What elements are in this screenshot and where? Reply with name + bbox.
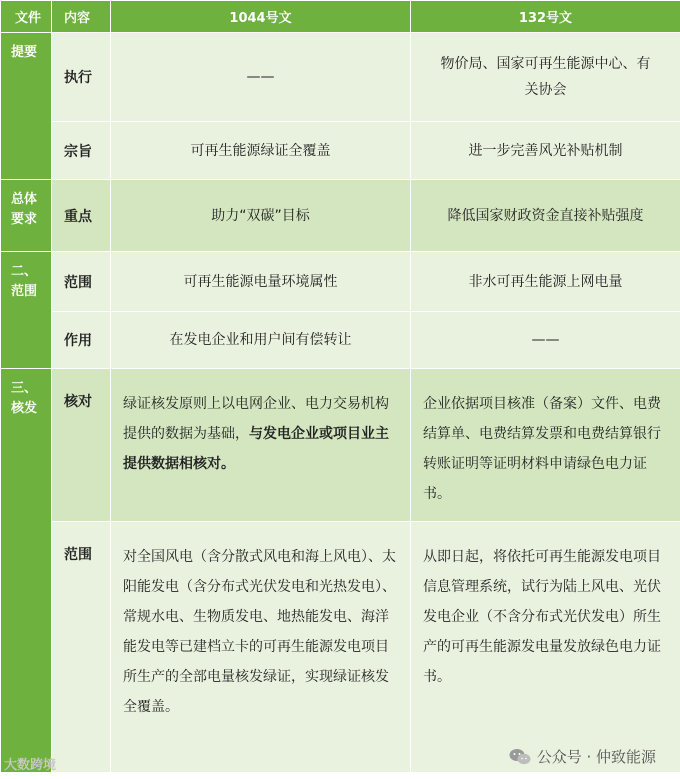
cell-1044-plain: 绿证核发原则上以电网企业、电力交易机构提供的数据为基础， xyxy=(123,396,389,442)
table-header-row xyxy=(1,1,680,33)
cell-132: 进一步完善风光补贴机制 xyxy=(411,122,680,180)
cell-1044: 助力“双碳”目标 xyxy=(111,180,411,252)
table-row xyxy=(1,369,680,522)
cell-1044: —— xyxy=(111,33,411,122)
source-logo: 大数跨境 xyxy=(4,758,57,773)
cell-132: 企业依据项目核准（备案）文件、电费结算单、电费结算发票和电费结算银行转账证明等证明材料申请绿色电力证书。 xyxy=(411,369,680,522)
category-cell: 总体要求 xyxy=(1,180,52,252)
header-content: 内容 xyxy=(52,1,111,33)
cell-1044: 在发电企业和用户间有偿转让 xyxy=(111,312,411,369)
row-label: 宗旨 xyxy=(52,122,111,180)
cell-132: 物价局、国家可再生能源中心、有关协会 xyxy=(411,33,680,122)
wechat-account-label: 公众号 · 仲致能源 xyxy=(536,748,656,766)
category-cell: 二、范围 xyxy=(1,252,52,369)
table-row xyxy=(1,180,680,252)
cell-132: 从即日起，将依托可再生能源发电项目信息管理系统，试行为陆上风电、光伏发电企业（不含分布式光伏发电）所生产的可再生能源发电量发放绿色电力证书。 xyxy=(411,522,680,773)
header-file: 文件 xyxy=(1,1,52,33)
row-label: 执行 xyxy=(52,33,111,122)
category-cell: 提要 xyxy=(1,33,52,180)
row-label: 范围 xyxy=(52,252,111,312)
wechat-watermark xyxy=(509,746,656,767)
header-1044: 1044号文 xyxy=(111,1,411,33)
table-row xyxy=(1,33,680,122)
table-row xyxy=(1,522,680,773)
cell-132: 降低国家财政资金直接补贴强度 xyxy=(411,180,680,252)
cell-1044: 可再生能源绿证全覆盖 xyxy=(111,122,411,180)
row-label: 重点 xyxy=(52,180,111,252)
cell-1044-bold: 与发电企业或项目业主提供数据相核对。 xyxy=(123,426,389,472)
row-label: 核对 xyxy=(52,369,111,522)
watermark-bar xyxy=(0,740,680,779)
table-row xyxy=(1,252,680,312)
category-cell: 三、核发 xyxy=(1,369,52,773)
cell-132: 非水可再生能源上网电量 xyxy=(411,252,680,312)
wechat-icon xyxy=(509,748,531,766)
cell-1044 xyxy=(111,369,411,522)
cell-132: —— xyxy=(411,312,680,369)
cell-1044: 对全国风电（含分散式风电和海上风电）、太阳能发电（含分布式光伏发电和光热发电）、常规水电、生物质发电、地热能发电、海洋能发电等已建档立卡的可再生能源发电项目所生产的全部电量核发绿证，实现绿证核发全覆盖。 xyxy=(111,522,411,773)
table-row xyxy=(1,312,680,369)
table-row xyxy=(1,122,680,180)
row-label: 范围 xyxy=(52,522,111,773)
cell-1044: 可再生能源电量环境属性 xyxy=(111,252,411,312)
header-132: 132号文 xyxy=(411,1,680,33)
row-label: 作用 xyxy=(52,312,111,369)
